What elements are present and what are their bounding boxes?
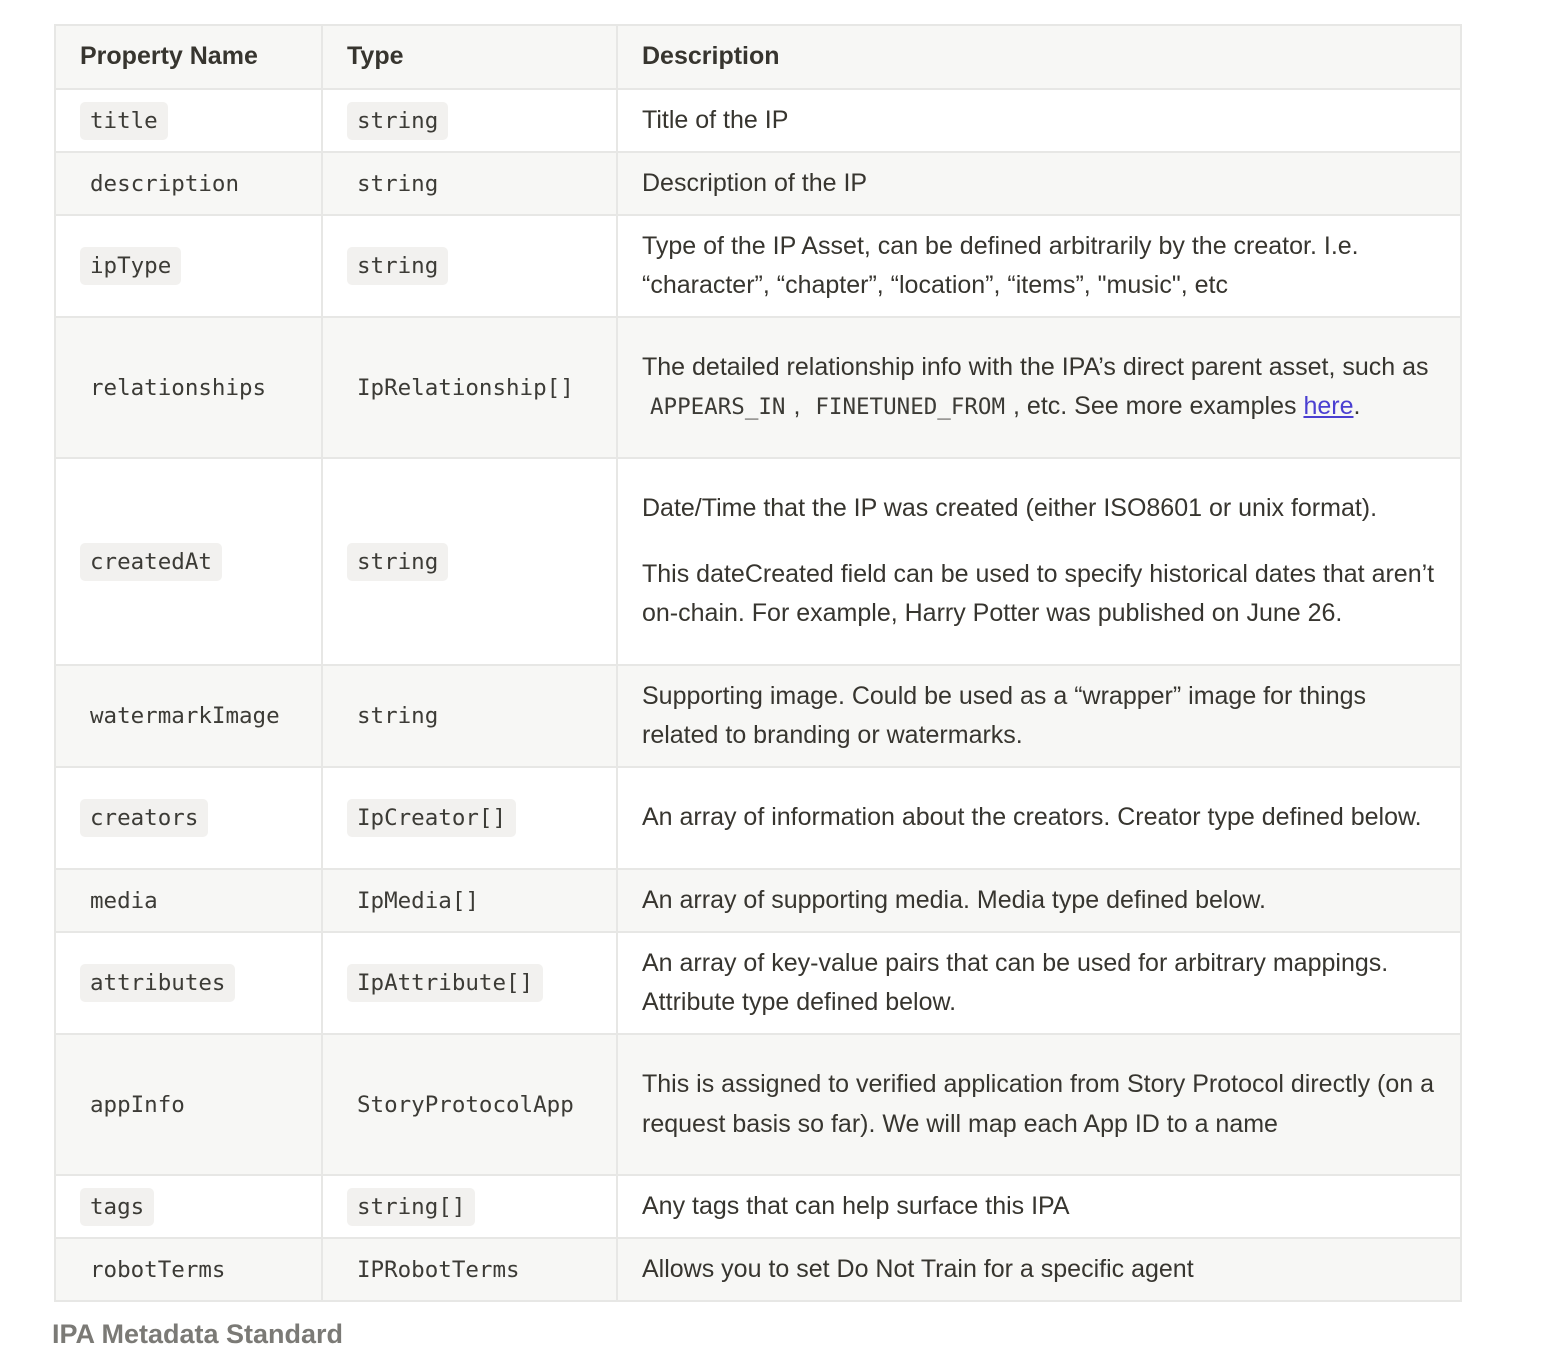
description-cell: Allows you to set Do Not Train for a specific agent	[617, 1238, 1461, 1301]
description-cell: This is assigned to verified application from Story Protocol directly (on a request basis so far). We will map each App ID to a name	[617, 1034, 1461, 1175]
property-name-cell	[55, 1034, 322, 1175]
property-name-cell	[55, 932, 322, 1034]
type-cell	[322, 458, 617, 665]
property-type: string	[357, 703, 439, 730]
type-cell	[322, 1238, 617, 1301]
property-type: IPRobotTerms	[357, 1256, 520, 1283]
description-cell	[617, 317, 1461, 458]
description-cell	[617, 458, 1461, 665]
table-row	[55, 215, 1461, 317]
metadata-table	[54, 24, 1462, 1302]
property-type: IpAttribute[]	[347, 964, 543, 1002]
type-cell	[322, 869, 617, 932]
property-name: relationships	[90, 374, 267, 401]
header-property-name: Property Name	[55, 25, 322, 89]
header-type: Type	[322, 25, 617, 89]
type-cell	[322, 1034, 617, 1175]
property-name: creators	[80, 799, 208, 837]
property-name-cell	[55, 767, 322, 869]
property-type: string	[347, 247, 448, 285]
description-cell: An array of information about the creators. Creator type defined below.	[617, 767, 1461, 869]
property-name-cell	[55, 869, 322, 932]
type-cell	[322, 767, 617, 869]
table-row	[55, 932, 1461, 1034]
table-row	[55, 869, 1461, 932]
property-type: StoryProtocolApp	[357, 1091, 574, 1118]
property-name: description	[90, 170, 240, 197]
table-row	[55, 1034, 1461, 1175]
description-cell: Type of the IP Asset, can be defined arbitrarily by the creator. I.e. “character”, “chapter”, “location”, “items”, "music", etc	[617, 215, 1461, 317]
description-cell: Description of the IP	[617, 152, 1461, 215]
property-name-cell	[55, 152, 322, 215]
table-row	[55, 1238, 1461, 1301]
property-name: ipType	[80, 247, 181, 285]
property-type: string	[357, 170, 439, 197]
property-name: appInfo	[90, 1091, 185, 1118]
type-cell	[322, 152, 617, 215]
inline-code-appears-in: APPEARS_IN	[650, 394, 786, 420]
description-text: ,	[793, 392, 801, 420]
type-cell	[322, 89, 617, 152]
property-type: IpMedia[]	[357, 887, 479, 914]
property-type: string[]	[347, 1188, 475, 1226]
type-cell	[322, 215, 617, 317]
table-header-row	[55, 25, 1461, 89]
table-row	[55, 767, 1461, 869]
property-type: IpCreator[]	[347, 799, 516, 837]
description-text: .	[1353, 392, 1361, 420]
table-row	[55, 317, 1461, 458]
property-name-cell	[55, 1175, 322, 1238]
type-cell	[322, 665, 617, 767]
description-text: , etc. See more examples	[1013, 392, 1297, 420]
table-row	[55, 152, 1461, 215]
property-name-cell	[55, 458, 322, 665]
type-cell	[322, 317, 617, 458]
property-name: title	[80, 102, 168, 140]
description-paragraph: This dateCreated field can be used to specify historical dates that aren’t on-chain. For example, Harry Potter was published on June 26.	[642, 559, 1435, 628]
property-name: watermarkImage	[90, 703, 280, 730]
table-row	[55, 1175, 1461, 1238]
property-name-cell	[55, 1238, 322, 1301]
table-row	[55, 458, 1461, 665]
description-cell: Title of the IP	[617, 89, 1461, 152]
property-name: attributes	[80, 964, 235, 1002]
property-type: string	[347, 102, 448, 140]
header-description: Description	[617, 25, 1461, 89]
description-cell: An array of supporting media. Media type defined below.	[617, 869, 1461, 932]
description-cell: Any tags that can help surface this IPA	[617, 1175, 1461, 1238]
property-name-cell	[55, 665, 322, 767]
property-name: tags	[80, 1188, 154, 1226]
property-name: createdAt	[80, 543, 222, 581]
description-cell: Supporting image. Could be used as a “wrapper” image for things related to branding or watermarks.	[617, 665, 1461, 767]
property-name-cell	[55, 317, 322, 458]
property-type: IpRelationship[]	[357, 374, 574, 401]
description-text: The detailed relationship info with the IPA’s direct parent asset, such as	[642, 352, 1429, 381]
examples-link[interactable]: here	[1303, 392, 1354, 420]
table-row	[55, 665, 1461, 767]
table-row	[55, 89, 1461, 152]
description-cell: An array of key-value pairs that can be used for arbitrary mappings. Attribute type defined below.	[617, 932, 1461, 1034]
property-name-cell	[55, 89, 322, 152]
property-name-cell	[55, 215, 322, 317]
description-paragraph: Date/Time that the IP was created (either ISO8601 or unix format).	[642, 494, 1378, 523]
property-name: robotTerms	[90, 1256, 226, 1283]
metadata-table-container	[54, 24, 1460, 1302]
table-caption: IPA Metadata Standard	[52, 1319, 344, 1349]
inline-code-finetuned-from: FINETUNED_FROM	[815, 394, 1006, 420]
property-type: string	[347, 543, 448, 581]
property-name: media	[90, 887, 158, 914]
type-cell	[322, 932, 617, 1034]
type-cell	[322, 1175, 617, 1238]
